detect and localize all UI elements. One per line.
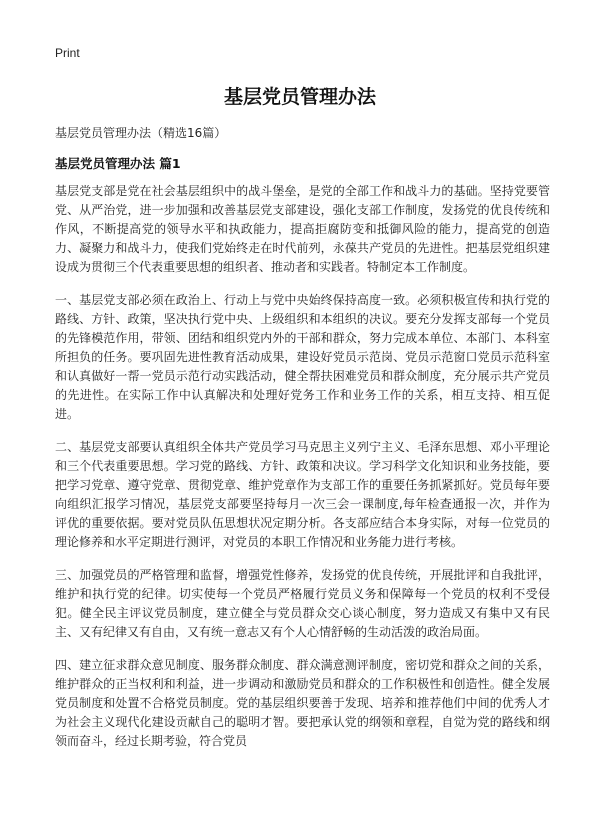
- paragraph-4: 四、建立征求群众意见制度、服务群众制度、群众满意测评制度，密切党和群众之间的关系，维护群众的正当权利和利益，进一步调动和激励党员和群众的工作积极性和创造性。健全发展党员制度和处置不合格党员制度。党的基层组织要善于发现、培养和推荐他们中间的优秀人才为社会主义现代化建设贡献自己的聪明才智。要把承认党的纲领和章程，自觉为党的路线和纲领而奋斗，经过长期考验，符合党员: [55, 658, 550, 748]
- paragraph-1: 一、基层党支部必须在政治上、行动上与党中央始终保持高度一致。必须积极宣传和执行党的路线、方针、政策，坚决执行党中央、上级组织和本组织的决议。要充分发挥支部每一个党员的先锋模范作用，带领、团结和组织党内外的干部和群众，努力完成本单位、本部门、本科室所担负的任务。要巩固先进性教育活动成果，建设好党员示范岗、党员示范窗口党员示范科室和认真做好一帮一党员示范行动实践活动，健全帮扶困难党员和群众制度，充分展示共产党员的先进性。在实际工作中认真解决和处理好党务工作和业务工作的关系，相互支持、相互促进。: [55, 293, 550, 421]
- paragraph-3: 三、加强党员的严格管理和监督，增强党性修养，发扬党的优良传统，开展批评和自我批评，维护和执行党的纪律。切实使每一个党员严格履行党员义务和保障每一个党员的权利不受侵犯。健全民主评议党员制度，建立健全与党员群众交心谈心制度，努力造成又有集中又有民主、又有纪律又有自由，又有统一意志又有个人心情舒畅的生动活泼的政治局面。: [55, 568, 550, 639]
- document-subtitle: 基层党员管理办法（精选16篇）: [55, 126, 227, 140]
- document-body: [55, 182, 550, 765]
- page-title: 基层党员管理办法: [223, 86, 376, 108]
- paragraph-intro: 基层党支部是党在社会基层组织中的战斗堡垒，是党的全部工作和战斗力的基础。坚持党要管党、从严治党，进一步加强和改善基层党支部建设，强化支部工作制度，发扬党的优良传统和作风，不断提高党的领导水平和执政能力，提高拒腐防变和抵御风险的能力，提高党的创造力、凝聚力和战斗力，使我们党始终走在时代前列，永葆共产党员的先进性。把基层党组织建设成为贯彻三个代表重要思想的组织者、推动者和实践者。特制定本工作制度。: [55, 184, 550, 274]
- paragraph-2: 二、基层党支部要认真组织全体共产党员学习马克思主义列宁主义、毛泽东思想、邓小平理论和三个代表重要思想。学习党的路线、方针、政策和决议。学习科学文化知识和业务技能，要把学习党章、遵守党章、贯彻党章、维护党章作为支部工作的重要任务抓紧抓好。党员每年要向组织汇报学习情况，基层党支部要坚持每月一次三会一课制度,每年检查通报一次，并作为评优的重要依据。要对党员队伍思想状况定期分析。各支部应结合本身实际，对每一位党员的理论修养和水平定期进行测评，对党员的本职工作情况和业务能力进行考核。: [55, 440, 550, 549]
- section-heading: 基层党员管理办法 篇1: [55, 156, 181, 171]
- print-link[interactable]: Print: [55, 46, 80, 60]
